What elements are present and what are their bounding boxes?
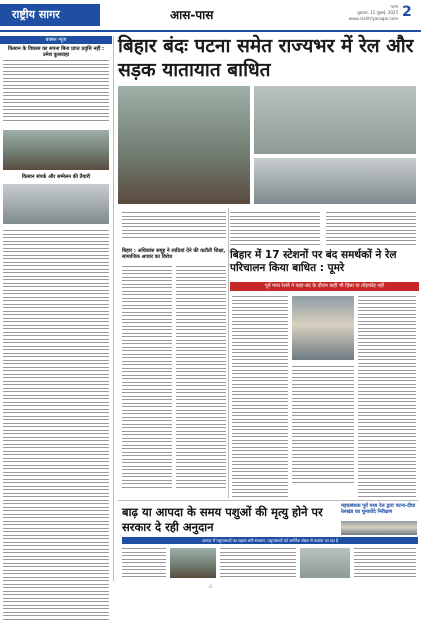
left-story2-body xyxy=(3,230,109,622)
bottom-body-3 xyxy=(354,548,416,580)
bottom-headline: बाढ़ या आपदा के समय पशुओं की मृत्यु होने पर सरकार दे रही अनुदान xyxy=(122,505,323,534)
main-story-body-2 xyxy=(230,212,320,247)
inner-divider xyxy=(228,208,229,498)
rail-body-3 xyxy=(358,296,416,499)
column-divider xyxy=(113,36,114,581)
page-header xyxy=(0,0,421,30)
rail-headline: बिहार में 17 स्टेशनों पर बंद समर्थकों ने रेल परिचालन किया बाधित : पूमरे xyxy=(230,249,397,274)
left-photo-2 xyxy=(3,184,109,224)
main-story-body-3 xyxy=(326,212,416,247)
left-story1-body xyxy=(3,60,109,123)
rail-body-1 xyxy=(232,296,288,499)
header-rule xyxy=(0,30,421,32)
snippet-headline: बिहार : अधिकांश समूह ने लाठियां देने की कटौती शिक्षा, सामाजिक आधार का विरोध xyxy=(122,248,226,260)
bottom-body-1 xyxy=(122,548,166,580)
bottom-divider xyxy=(118,500,418,501)
left-story1-headline: किसान के विकास का सपना बिना प्राप्त प्रवृत्ति नहीं : उमेश कुशवाहा xyxy=(8,46,104,58)
inset-headline: महाप्रबंधक पूर्व मध्य रेल द्वारा पटना-दीघा रेलखंड का चुनावोंदे निरीक्षण xyxy=(341,503,416,515)
bottom-banner: आपदा में पशुपालकों का सहारा बनी सरकार, पशुपालकों को आर्थिक संबल से बचाया जा रहा है xyxy=(122,537,418,544)
main-photo-2 xyxy=(254,86,416,154)
header-meta xyxy=(308,4,398,22)
main-story-body-1 xyxy=(122,212,226,240)
inset-photo xyxy=(341,521,417,535)
header-date: शुक्रवार, 11 जुलाई, 2025 xyxy=(357,10,398,15)
bottom-body-2 xyxy=(220,548,296,580)
rail-banner: पूर्व मध्य रेलवे ने कहा-बंद के दौरान कहीं भी हिंसा या तोड़फोड़ नहीं xyxy=(230,282,419,291)
main-headline: बिहार बंदः पटना समेत राज्यभर में रेल और सड़क यातायात बाधित xyxy=(118,35,414,81)
bottom-photo-1 xyxy=(170,548,216,578)
left-photo xyxy=(3,130,109,170)
rail-body-2 xyxy=(292,366,354,485)
rail-photo xyxy=(292,296,354,360)
main-photo-3 xyxy=(254,158,416,204)
left-column-tag: बक्सर न्यूज xyxy=(0,36,112,44)
snippet-body-2 xyxy=(176,266,226,490)
header-city: पटना xyxy=(390,4,398,9)
page-number: 2 xyxy=(402,4,412,20)
masthead: राष्ट्रीय सागर xyxy=(0,4,100,26)
main-photo-1 xyxy=(118,86,250,204)
header-website: www.rashtriyasagar.com xyxy=(348,16,398,21)
bottom-photo-2 xyxy=(300,548,350,578)
snippet-body-1 xyxy=(122,266,172,490)
page-footer: -2- xyxy=(207,584,214,589)
section-title: आस-पास xyxy=(170,8,214,22)
left-story2-headline: किसान संपर्क और सम्मेलन की तैयारी xyxy=(21,174,91,180)
